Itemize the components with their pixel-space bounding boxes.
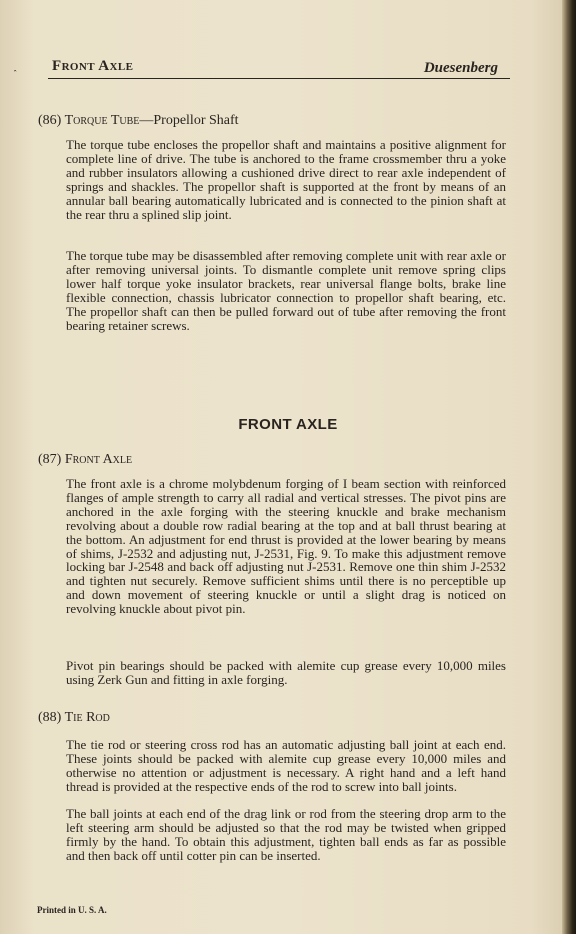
section-heading-87 — [38, 452, 132, 468]
paragraph: The torque tube may be disassembled after removing complete unit with rear axle or after removing universal joints. To dismantle complete unit remove spring clips lower half torque yoke insulator brackets, rear universal flange bolts, brake line flexible connection, chassis lubricator connection to propellor shaft bearing, etc. The propellor shaft can then be pulled forward out of tube after removing the front bearing retainer screws. — [66, 248, 506, 333]
section-title: Torque Tube — [64, 113, 140, 128]
paragraph: The torque tube encloses the propellor shaft and maintains a positive alignment for complete line of drive. The tube is anchored to the frame crossmember thru a yoke and rubber insulators allowing a cushioned drive direct to rear axle independent of springs and shackles. The propellor shaft is supported at the front by means of an annular ball bearing automatically lubricated and is connected to the pinion shaft at the rear thru a splined slip joint. — [66, 137, 506, 222]
section-number: (86) — [38, 113, 62, 128]
margin-mark: ˰ — [13, 57, 18, 72]
running-header-left: Front Axle — [52, 58, 134, 74]
section-number: (88) — [38, 710, 62, 725]
header-rule — [48, 78, 510, 79]
paragraph: Pivot pin bearings should be packed with alemite cup grease every 10,000 miles using Zerk Gun and fitting in axle forging. — [66, 658, 506, 687]
running-header-right: Duesenberg — [423, 60, 498, 76]
section-heading-88 — [38, 710, 110, 726]
section-heading-86 — [38, 113, 239, 129]
paragraph: The tie rod or steering cross rod has an automatic adjusting ball joint at each end. These joints should be packed with alemite cup grease every 10,000 miles and otherwise no attention or adjustment is necessary. A right hand and a left hand thread is provided at the respective ends of the rod to screw into ball joints. — [66, 737, 506, 794]
section-title-center: FRONT AXLE — [238, 416, 338, 433]
paragraph: The front axle is a chrome molybdenum forging of I beam section with reinforced flanges of ample strength to carry all radial and vertical stresses. The pivot pins are anchored in the axle forging with the steering knuckle and brake mechanism revolving about a double row radial bearing at the top and at ball thrust bearing at the bottom. An adjustment for end thrust is provided at the lower bearing by means of shims, J-2532 and adjusting nut, J-2531, Fig. 9. To make this adjustment remove locking bar J-2548 and back off adjusting nut J-2531. Remove one thin shim J-2532 and tighten nut securely. Remove sufficient shims until there is no perceptible up and down movement of steering knuckle or until a slight drag is noticed on revolving knuckle about pivot pin. — [66, 476, 506, 617]
section-subtitle: —Propellor Shaft — [139, 113, 239, 128]
footer-imprint: Printed in U. S. A. — [37, 905, 107, 915]
paragraph: The ball joints at each end of the drag link or rod from the steering drop arm to the left steering arm should be adjusted so that the rod may be twisted when gripped firmly by the hand. To obtain this adjustment, tighten ball ends as far as possible and then back off until cotter pin can be inserted. — [66, 806, 506, 863]
section-title: Front Axle — [64, 452, 133, 467]
binding-edge — [562, 0, 576, 934]
section-number: (87) — [38, 452, 62, 467]
section-title: Tie Rod — [64, 710, 110, 725]
